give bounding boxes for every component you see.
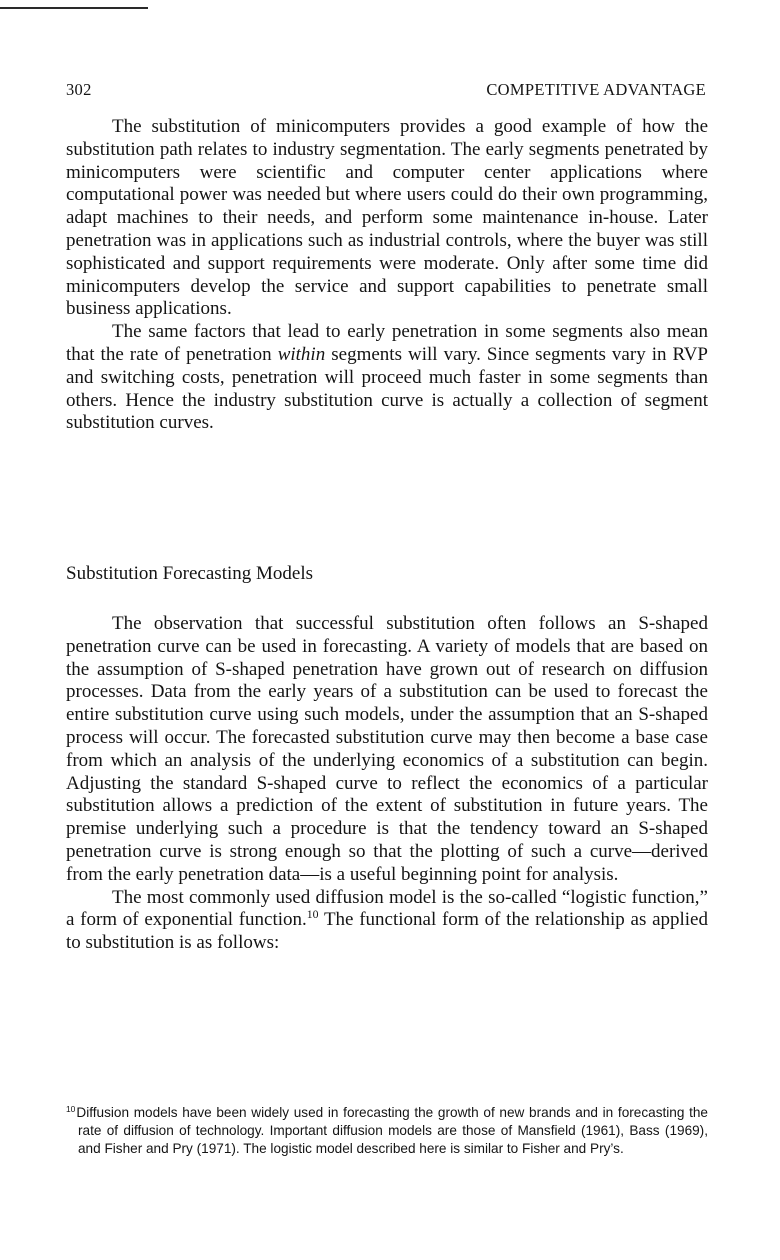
footnote-text: Diffusion models have been widely used in forecasting the growth of new brands and in forecasting the rate of diffusion of technology. Important diffusion models are those of Mansfield (1961), Bass (1969), and Fisher and Pry (1971). The logistic model described here is similar to Fisher and Pry’s. [76,1105,708,1156]
paragraph-minicomputer-substitution: The substitution of minicomputers provides a good example of how the substitution path relates to industry segmentation. The early segments penetrated by minicomputers were scientific and computer center applications where computational power was needed but where users could do their own programming, adapt machines to their needs, and perform some maintenance in-house. Later penetration was in applications such as industrial controls, where the buyer was still sophisticated and support requirements were moderate. Only after some time did minicomputers develop the service and support capabilities to penetrate small business applications. [66,116,708,320]
top-rule [0,7,148,9]
section-forecasting-models [66,613,708,955]
footnote-mark: 10 [66,1103,76,1114]
paragraph-segment-penetration-rate [66,321,708,435]
paragraph-s-curve-forecasting: The observation that successful substitution often follows an S-shaped penetration curve can be used in forecasting. A variety of models that are based on the assumption of S-shaped penetration have grown out of research on diffusion processes. Data from the early years of a substitution can be used to forecast the entire substitution curve using such models, under the assumption that an S-shaped process will occur. The forecasted substitution curve may then become a base case from which an analysis of the underlying economics of a substitution can begin. Adjusting the standard S-shaped curve to reflect the economics of a particular substitution allows a prediction of the extent of substitution in future years. The premise underlying such a procedure is that the tendency toward an S-shaped penetration curve is strong enough so that the plotting of such a curve—derived from the early penetration data—is a useful beginning point for analysis. [66,613,708,885]
paragraph-text: The functional form of the relationship as applied to substitution is as follows: [66,909,708,954]
paragraph-text: segments will vary. Since segments vary in RVP and switching costs, penetration will proceed much faster in some segments than others. Hence the industry substitution curve is actually a collection of segment substitution curves. [66,343,708,434]
footnote-reference: 10 [306,908,319,922]
book-title: COMPETITIVE ADVANTAGE [486,80,706,99]
running-head [66,80,706,104]
emphasis-within: within [277,343,326,365]
section-minicomputer-example [66,116,708,435]
footnote [66,1104,708,1158]
paragraph-logistic-function [66,887,708,955]
paragraph-text: The same factors that lead to early penetration in some segments also mean that the rate of penetration [66,321,708,365]
paragraph-text: The most commonly used diffusion model is the so-called “logistic function,” a form of exponential function. [66,886,708,931]
section-heading: Substitution Forecasting Models [66,563,313,584]
page-number: 302 [66,80,92,99]
